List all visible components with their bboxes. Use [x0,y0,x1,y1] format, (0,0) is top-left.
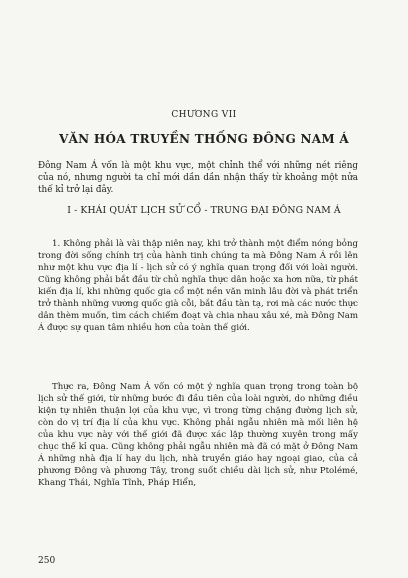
paragraph-2: Thực ra, Đông Nam Á vốn có một ý nghĩa quan trọng trong toàn bộ lịch sử thế giới, từ những bước đi đầu tiên của loài người, do những điều kiện tự nhiên thuận lợi của khu vực, vì trong từng chặng đường lịch sử, còn do vị trí địa lí của khu vực. Không phải ngẫu nhiên mà mối liên hệ của khu vực này với thế giới đã được xác lập thường xuyên trong mấy chục thế kỉ qua. Cũng không phải ngẫu nhiên mà đã có mặt ở Đông Nam Á những nhà địa lí hay du lịch, nhà truyền giáo hay ngoại giao, của cả phương Đông và phương Tây, trong suốt chiều dài lịch sử, như Ptolémé, Khang Thái, Nghĩa Tĩnh, Pháp Hiển, [38,382,358,488]
chapter-number: CHƯƠNG VII [171,110,237,120]
section-heading: I - KHÁI QUÁT LỊCH SỬ CỔ - TRUNG ĐẠI ĐÔNG NAM Á [67,205,341,216]
intro-paragraph: Đông Nam Á vốn là một khu vực, một chỉnh thể với những nét riêng của nó, nhưng người ta chỉ mới dần dần nhận thấy từ khoảng một nửa thế kỉ trở lại đây. [38,161,358,195]
paragraph-1: 1. Không phải là vài thập niên nay, khi trở thành một điểm nóng bỏng trong đời sống chính trị của hành tinh chúng ta mà Đông Nam Á rồi lên như một khu vực địa lí - lịch sử có ý nghĩa quan trọng đối với loài người. Cũng không phải bắt đầu từ chủ nghĩa thực dân hoặc xa hơn nữa, từ phát kiến địa lí, khi những quốc gia cổ một nền văn minh lâu đời và phát triển trở thành những vương quốc già cỗi, bắt đầu tàn tạ, rơi mà các nước thực dân thèm muốn, tìm cách chiếm đoạt và chia nhau xâu xé, mà Đông Nam Á được sự quan tâm nhiều hơn của toàn thế giới. [38,239,358,333]
chapter-title: VĂN HÓA TRUYỀN THỐNG ĐÔNG NAM Á [58,132,350,146]
page-number: 250 [38,556,56,566]
